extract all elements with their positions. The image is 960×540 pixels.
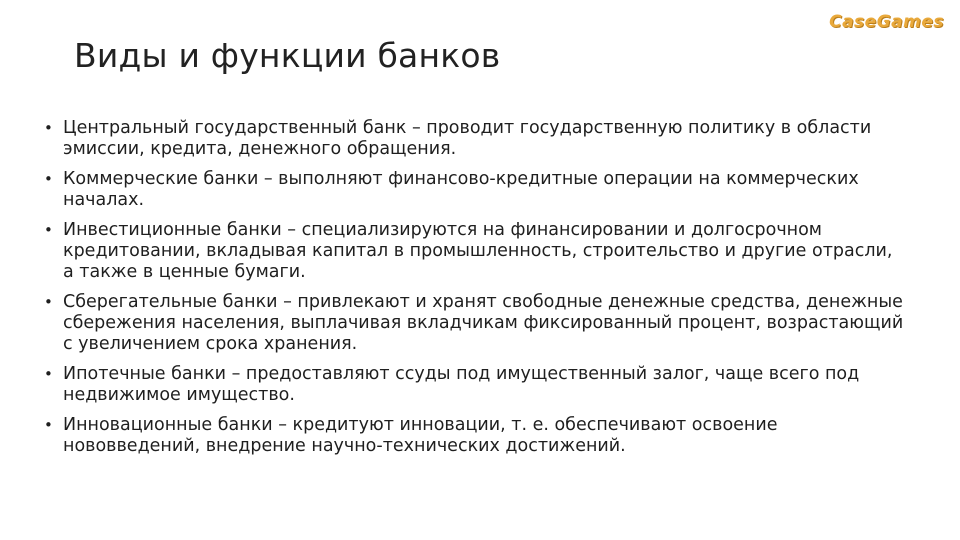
list-item-text: Сберегательные банки – привлекают и хранят свободные денежные средства, денежные сбережения населения, выплачивая вкладчикам фиксированный процент, возрастающий с увеличением срока хранения. [63,292,904,354]
bullet-list [44,118,904,466]
list-item-text: Центральный государственный банк – проводит государственную политику в области эмиссии, кредита, денежного обращения. [63,118,872,159]
list-item-text: Ипотечные банки – предоставляют ссуды под имущественный залог, чаще всего под недвижимое имущество. [63,364,860,405]
casegames-logo: CaseGames [829,12,944,32]
list-item [44,220,904,283]
bullet-icon: • [44,416,53,434]
bullet-icon: • [44,221,53,239]
bullet-icon: • [44,119,53,137]
list-item [44,292,904,355]
bullet-icon: • [44,170,53,188]
slide-title: Виды и функции банков [74,36,501,75]
list-item [44,364,904,406]
list-item-text: Коммерческие банки – выполняют финансово-кредитные операции на коммерческих началах. [63,169,859,210]
list-item-text: Инвестиционные банки – специализируются на финансировании и долгосрочном кредитовании, вкладывая капитал в промышленность, строительство и другие отрасли, а также в ценные бумаги. [63,220,893,282]
list-item [44,415,904,457]
list-item [44,118,904,160]
list-item [44,169,904,211]
bullet-icon: • [44,365,53,383]
list-item-text: Инновационные банки – кредитуют инновации, т. е. обеспечивают освоение нововведений, внедрение научно-технических достижений. [63,415,778,456]
bullet-icon: • [44,293,53,311]
